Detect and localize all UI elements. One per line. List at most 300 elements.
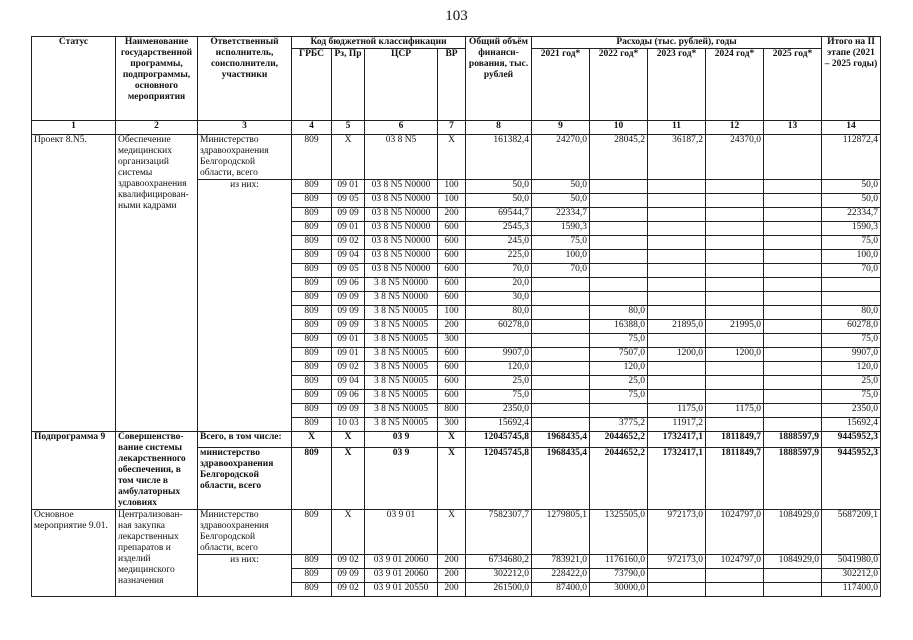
table-cell: 09 04 — [332, 250, 365, 264]
table-cell: 300 — [438, 334, 466, 348]
header-2021: 2021 год* — [532, 49, 590, 121]
table-cell: 3 8 N5 N0005 — [365, 390, 438, 404]
table-cell — [648, 362, 706, 376]
table-cell: 1200,0 — [648, 348, 706, 362]
table-cell — [764, 320, 822, 334]
table-cell — [706, 236, 764, 250]
table-cell: 600 — [438, 264, 466, 278]
table-cell: 03 8 N5 N0000 — [365, 180, 438, 194]
table-cell: 120,0 — [590, 362, 648, 376]
table-cell: 03 9 01 — [365, 510, 438, 555]
table-cell: 1590,3 — [822, 222, 881, 236]
table-cell: 809 — [292, 236, 332, 250]
table-cell: 2350,0 — [822, 404, 881, 418]
table-cell: 73790,0 — [590, 569, 648, 583]
table-cell: 783921,0 — [532, 555, 590, 569]
table-cell: 1968435,4 — [532, 447, 590, 509]
table-cell: 15692,4 — [822, 418, 881, 432]
page-number: 103 — [445, 8, 468, 24]
table-cell: 300 — [438, 418, 466, 432]
table-cell: 302212,0 — [822, 569, 881, 583]
table-cell: 09 01 — [332, 222, 365, 236]
table-cell — [532, 362, 590, 376]
column-number: 13 — [764, 121, 822, 135]
table-cell: 200 — [438, 555, 466, 569]
table-cell: 75,0 — [822, 236, 881, 250]
table-cell: Х — [438, 432, 466, 448]
table-cell: 1279805,1 — [532, 510, 590, 555]
table-cell: 600 — [438, 376, 466, 390]
table-cell: 03 9 — [365, 447, 438, 509]
table-cell: 75,0 — [466, 390, 532, 404]
table-cell — [764, 583, 822, 597]
table-cell: 245,0 — [466, 236, 532, 250]
table-cell: 50,0 — [466, 180, 532, 194]
table-cell: 600 — [438, 236, 466, 250]
header-itogo: Итого на II этапе (2021 – 2025 годы) — [822, 37, 881, 121]
table-cell: 9445952,3 — [822, 432, 881, 448]
table-cell — [532, 320, 590, 334]
table-cell: 809 — [292, 510, 332, 555]
row-responsible: Министерство здравоохранения Белгородской области, всего — [198, 510, 292, 555]
table-cell: 800 — [438, 404, 466, 418]
column-number: 5 — [332, 121, 365, 135]
table-cell: 1176160,0 — [590, 555, 648, 569]
table-cell: 3 8 N5 N0005 — [365, 362, 438, 376]
table-cell: 69544,7 — [466, 208, 532, 222]
table-cell: 5041980,0 — [822, 555, 881, 569]
table-cell — [648, 208, 706, 222]
table-cell: 50,0 — [532, 194, 590, 208]
table-row — [32, 432, 881, 448]
table-cell — [648, 569, 706, 583]
table-cell — [706, 264, 764, 278]
table-cell — [648, 306, 706, 320]
table-cell: 600 — [438, 390, 466, 404]
table-cell — [764, 362, 822, 376]
table-cell — [764, 292, 822, 306]
table-cell: 03 8 N5 N0000 — [365, 208, 438, 222]
column-number: 9 — [532, 121, 590, 135]
table-cell: 12045745,8 — [466, 432, 532, 448]
table-cell: 3 8 N5 N0005 — [365, 404, 438, 418]
table-cell: 50,0 — [466, 194, 532, 208]
table-cell — [764, 250, 822, 264]
table-cell: 3 8 N5 N0005 — [365, 348, 438, 362]
table-cell: 600 — [438, 362, 466, 376]
table-cell — [764, 306, 822, 320]
table-cell: 809 — [292, 569, 332, 583]
table-cell: 809 — [292, 278, 332, 292]
table-cell: 60278,0 — [822, 320, 881, 334]
table-cell: 87400,0 — [532, 583, 590, 597]
table-cell: 2545,3 — [466, 222, 532, 236]
table-cell — [706, 278, 764, 292]
table-cell — [764, 334, 822, 348]
table-cell: 809 — [292, 180, 332, 194]
table-cell — [706, 208, 764, 222]
table-cell: 809 — [292, 362, 332, 376]
table-cell: Х — [332, 447, 365, 509]
table-cell: 03 8 N5 N0000 — [365, 236, 438, 250]
table-cell: 09 09 — [332, 404, 365, 418]
table-cell: Х — [438, 447, 466, 509]
table-cell: 10 03 — [332, 418, 365, 432]
table-cell: 1732417,1 — [648, 432, 706, 448]
table-cell: Х — [332, 432, 365, 448]
table-cell: 809 — [292, 250, 332, 264]
table-cell: 200 — [438, 569, 466, 583]
table-cell: 09 09 — [332, 306, 365, 320]
header-expenses: Расходы (тыс. рублей), годы — [532, 37, 822, 49]
table-cell: Х — [332, 135, 365, 180]
table-cell: 20,0 — [466, 278, 532, 292]
table-cell: 7507,0 — [590, 348, 648, 362]
table-cell: 200 — [438, 320, 466, 334]
table-cell — [532, 390, 590, 404]
table-cell: 09 05 — [332, 264, 365, 278]
table-cell: 809 — [292, 418, 332, 432]
header-2023: 2023 год* — [648, 49, 706, 121]
table-cell — [648, 292, 706, 306]
table-cell: 75,0 — [532, 236, 590, 250]
column-number: 3 — [198, 121, 292, 135]
table-cell: 1888597,9 — [764, 447, 822, 509]
table-cell — [648, 222, 706, 236]
table-cell: 261500,0 — [466, 583, 532, 597]
table-cell — [822, 292, 881, 306]
table-cell — [648, 180, 706, 194]
table-cell: 25,0 — [822, 376, 881, 390]
table-cell: 600 — [438, 222, 466, 236]
table-cell: 80,0 — [466, 306, 532, 320]
table-cell: 03 8 N5 N0000 — [365, 264, 438, 278]
table-cell — [764, 194, 822, 208]
header-2025: 2025 год* — [764, 49, 822, 121]
table-cell: 03 9 01 20550 — [365, 583, 438, 597]
header-grbs: ГРБС — [292, 49, 332, 121]
row-responsible: Министерство здравоохранения Белгородской области, всего — [198, 135, 292, 180]
table-cell: 3 8 N5 N0005 — [365, 306, 438, 320]
table-cell — [764, 418, 822, 432]
table-cell: 50,0 — [532, 180, 590, 194]
row-status: Основное мероприятие 9.01. — [32, 510, 116, 597]
table-cell: 112872,4 — [822, 135, 881, 180]
table-cell — [590, 250, 648, 264]
table-cell: 5687209,1 — [822, 510, 881, 555]
table-cell: 809 — [292, 390, 332, 404]
table-cell: 809 — [292, 306, 332, 320]
table-cell: 60278,0 — [466, 320, 532, 334]
table-cell: 50,0 — [822, 194, 881, 208]
table-cell: 03 9 01 20060 — [365, 555, 438, 569]
table-cell: 09 06 — [332, 390, 365, 404]
table-cell — [532, 404, 590, 418]
column-number: 6 — [365, 121, 438, 135]
table-cell: 600 — [438, 250, 466, 264]
table-cell: 24270,0 — [532, 135, 590, 180]
table-cell: 09 09 — [332, 320, 365, 334]
table-cell — [532, 418, 590, 432]
table-cell: 70,0 — [822, 264, 881, 278]
table-cell — [466, 334, 532, 348]
row-responsible: Всего, в том числе: — [198, 432, 292, 448]
table-cell: 100 — [438, 306, 466, 320]
table-cell — [532, 348, 590, 362]
header-responsible: Ответственный исполнитель, соисполнители, участники — [198, 37, 292, 121]
table-cell: 03 9 01 20060 — [365, 569, 438, 583]
column-number: 4 — [292, 121, 332, 135]
table-cell: 809 — [292, 583, 332, 597]
table-cell: 100,0 — [532, 250, 590, 264]
table-cell: 09 09 — [332, 292, 365, 306]
header-rzpr: Рз, Пр — [332, 49, 365, 121]
column-number: 8 — [466, 121, 532, 135]
table-cell: 75,0 — [822, 390, 881, 404]
table-cell: 100 — [438, 180, 466, 194]
table-cell: 09 09 — [332, 569, 365, 583]
table-cell: 9907,0 — [466, 348, 532, 362]
table-cell: 03 8 N5 N0000 — [365, 250, 438, 264]
table-cell — [590, 222, 648, 236]
table-cell — [706, 390, 764, 404]
table-cell — [648, 583, 706, 597]
column-number: 7 — [438, 121, 466, 135]
table-cell — [706, 222, 764, 236]
header-kbk: Код бюджетной классификации — [292, 37, 466, 49]
table-cell — [706, 250, 764, 264]
table-cell: 21995,0 — [706, 320, 764, 334]
table-cell: 25,0 — [466, 376, 532, 390]
table-cell — [590, 278, 648, 292]
table-cell: 09 06 — [332, 278, 365, 292]
table-cell — [590, 208, 648, 222]
table-cell — [648, 376, 706, 390]
table-cell: 09 01 — [332, 348, 365, 362]
table-cell: 120,0 — [822, 362, 881, 376]
table-cell: 30000,0 — [590, 583, 648, 597]
table-cell — [706, 362, 764, 376]
table-cell: 30,0 — [466, 292, 532, 306]
header-total: Общий объём финанси-рования, тыс. рублей — [466, 37, 532, 121]
table-cell: 70,0 — [466, 264, 532, 278]
table-cell: 1084929,0 — [764, 555, 822, 569]
table-cell: 09 02 — [332, 555, 365, 569]
row-responsible: министерство здравоохранения Белгородской области, всего — [198, 447, 292, 509]
table-cell: 809 — [292, 348, 332, 362]
table-cell: 302212,0 — [466, 569, 532, 583]
table-cell — [764, 208, 822, 222]
table-cell: 70,0 — [532, 264, 590, 278]
table-cell: 809 — [292, 334, 332, 348]
table-cell: Х — [438, 135, 466, 180]
table-cell: 161382,4 — [466, 135, 532, 180]
table-cell: 1590,3 — [532, 222, 590, 236]
table-cell: 09 04 — [332, 376, 365, 390]
table-cell: 12045745,8 — [466, 447, 532, 509]
table-cell — [706, 418, 764, 432]
table-cell: 809 — [292, 320, 332, 334]
table-cell: 600 — [438, 278, 466, 292]
column-number-row — [32, 121, 881, 135]
table-cell: 100 — [438, 194, 466, 208]
table-cell: 16388,0 — [590, 320, 648, 334]
table-cell: 75,0 — [590, 390, 648, 404]
row-responsible-sub: из них: — [198, 180, 292, 432]
table-cell — [648, 236, 706, 250]
table-cell: 3 8 N5 N0000 — [365, 278, 438, 292]
table-cell: 09 05 — [332, 194, 365, 208]
table-cell: Х — [292, 432, 332, 448]
table-cell: 11917,2 — [648, 418, 706, 432]
table-cell: 809 — [292, 292, 332, 306]
table-cell: 09 01 — [332, 180, 365, 194]
table-cell — [764, 376, 822, 390]
table-cell: 03 8 N5 N0000 — [365, 222, 438, 236]
table-cell — [648, 278, 706, 292]
header-2024: 2024 год* — [706, 49, 764, 121]
table-cell — [532, 334, 590, 348]
header-vr: ВР — [438, 49, 466, 121]
table-cell: 1968435,4 — [532, 432, 590, 448]
table-cell — [764, 222, 822, 236]
table-cell — [648, 334, 706, 348]
table-cell: 24370,0 — [706, 135, 764, 180]
table-cell — [764, 264, 822, 278]
table-cell: 09 02 — [332, 362, 365, 376]
table-cell: 3 8 N5 N0000 — [365, 292, 438, 306]
table-cell: 1811849,7 — [706, 432, 764, 448]
table-cell: 3 8 N5 N0005 — [365, 418, 438, 432]
table-cell: 15692,4 — [466, 418, 532, 432]
table-cell: 200 — [438, 583, 466, 597]
table-cell — [764, 569, 822, 583]
row-status: Подпрограмма 9 — [32, 432, 116, 510]
table-cell: 3 8 N5 N0005 — [365, 334, 438, 348]
table-cell: 80,0 — [590, 306, 648, 320]
table-cell — [706, 334, 764, 348]
table-cell: 09 09 — [332, 208, 365, 222]
table-cell: 1175,0 — [706, 404, 764, 418]
table-cell — [648, 194, 706, 208]
table-cell: 09 01 — [332, 334, 365, 348]
table-cell: 3 8 N5 N0005 — [365, 320, 438, 334]
table-cell — [822, 278, 881, 292]
column-number: 11 — [648, 121, 706, 135]
table-cell: 809 — [292, 135, 332, 180]
table-cell — [764, 390, 822, 404]
table-cell: 117400,0 — [822, 583, 881, 597]
table-cell: 972173,0 — [648, 555, 706, 569]
table-row — [32, 135, 881, 180]
table-cell: 2350,0 — [466, 404, 532, 418]
header-name: Наименование государственной программы, подпрограммы, основного мероприятия — [116, 37, 198, 121]
table-cell: 9907,0 — [822, 348, 881, 362]
table-cell — [590, 264, 648, 278]
table-cell: 1175,0 — [648, 404, 706, 418]
table-cell — [706, 376, 764, 390]
table-cell — [764, 180, 822, 194]
table-cell: 1200,0 — [706, 348, 764, 362]
table-cell: 809 — [292, 194, 332, 208]
table-cell — [590, 404, 648, 418]
table-cell: 03 8 N5 N0000 — [365, 194, 438, 208]
table-cell — [590, 180, 648, 194]
table-cell: 3775,2 — [590, 418, 648, 432]
table-cell — [706, 292, 764, 306]
table-cell — [764, 278, 822, 292]
table-cell: 22334,7 — [532, 208, 590, 222]
table-cell — [532, 292, 590, 306]
table-cell: 809 — [292, 555, 332, 569]
column-number: 14 — [822, 121, 881, 135]
table-cell: Х — [332, 510, 365, 555]
table-cell: 2044652,2 — [590, 447, 648, 509]
table-cell — [532, 306, 590, 320]
table-cell: 225,0 — [466, 250, 532, 264]
table-cell: 28045,2 — [590, 135, 648, 180]
table-cell: 75,0 — [590, 334, 648, 348]
table-cell: 600 — [438, 348, 466, 362]
table-cell: 200 — [438, 208, 466, 222]
row-name: Совершенство-вание системы лекарственного обеспечения, в том числе в амбулаторных условиях — [116, 432, 198, 510]
row-responsible-sub: из них: — [198, 555, 292, 597]
table-cell: 120,0 — [466, 362, 532, 376]
table-cell — [706, 569, 764, 583]
table-cell: 228422,0 — [532, 569, 590, 583]
table-cell — [764, 135, 822, 180]
table-cell: 809 — [292, 222, 332, 236]
table-cell: 972173,0 — [648, 510, 706, 555]
table-cell — [648, 264, 706, 278]
table-cell — [706, 583, 764, 597]
table-cell: 809 — [292, 264, 332, 278]
column-number: 10 — [590, 121, 648, 135]
table-cell: 1024797,0 — [706, 555, 764, 569]
table-cell: 36187,2 — [648, 135, 706, 180]
table-cell: 1888597,9 — [764, 432, 822, 448]
column-number: 1 — [32, 121, 116, 135]
column-number: 2 — [116, 121, 198, 135]
table-cell: 80,0 — [822, 306, 881, 320]
table-row — [32, 510, 881, 555]
table-cell: 100,0 — [822, 250, 881, 264]
table-cell — [648, 250, 706, 264]
table-cell — [532, 278, 590, 292]
table-cell: 809 — [292, 404, 332, 418]
table-cell: 03 8 N5 — [365, 135, 438, 180]
table-cell: Х — [438, 510, 466, 555]
table-cell — [764, 348, 822, 362]
table-cell — [764, 236, 822, 250]
header-status: Статус — [32, 37, 116, 121]
table-cell — [706, 180, 764, 194]
row-name: Обеспечение медицинских организаций системы здравоохранения квалифицирован-ными кадрами — [116, 135, 198, 432]
table-cell — [590, 292, 648, 306]
table-cell: 22334,7 — [822, 208, 881, 222]
table-cell: 03 9 — [365, 432, 438, 448]
table-cell: 09 02 — [332, 583, 365, 597]
table-cell: 1084929,0 — [764, 510, 822, 555]
table-cell: 3 8 N5 N0005 — [365, 376, 438, 390]
table-cell: 09 02 — [332, 236, 365, 250]
table-cell: 25,0 — [590, 376, 648, 390]
table-cell — [706, 306, 764, 320]
table-cell — [590, 236, 648, 250]
table-cell: 21895,0 — [648, 320, 706, 334]
table-cell: 809 — [292, 376, 332, 390]
table-cell: 7582307,7 — [466, 510, 532, 555]
